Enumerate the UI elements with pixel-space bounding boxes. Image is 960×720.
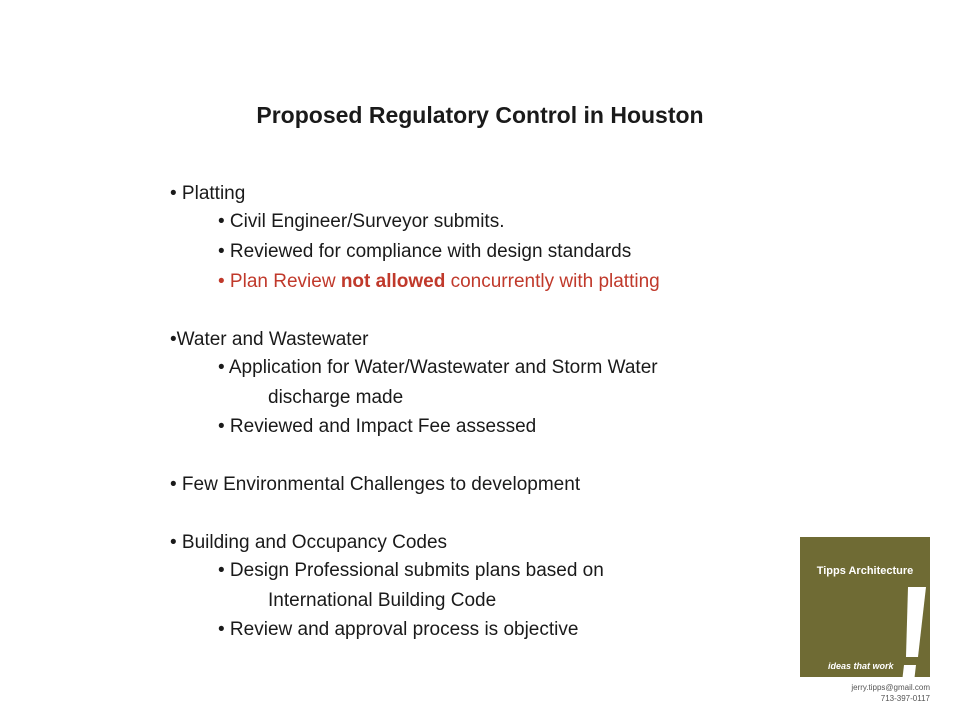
bullet-building-codes: • Building and Occupancy Codes <box>170 532 448 553</box>
bullet-review-approval: • Review and approval process is objective <box>218 619 579 640</box>
bullet-reviewed-compliance: • Reviewed for compliance with design standards <box>218 241 632 262</box>
logo-phone: 713-397-0117 <box>880 694 930 703</box>
plan-review-post: concurrently with platting <box>445 271 660 292</box>
bullet-design-professional-line2: International Building Code <box>268 590 497 611</box>
bullet-water-wastewater: •Water and Wastewater <box>170 329 369 350</box>
exclamation-icon <box>896 587 926 677</box>
logo-name: Tipps Architecture <box>816 565 914 577</box>
logo-email: jerry.tipps@gmail.com <box>851 683 930 692</box>
bullet-environmental: • Few Environmental Challenges to development <box>170 474 581 495</box>
tipps-logo <box>800 537 930 677</box>
bullet-impact-fee: • Reviewed and Impact Fee assessed <box>218 416 537 437</box>
bullet-application-line2: discharge made <box>268 387 404 408</box>
bullet-plan-review <box>218 270 660 294</box>
slide-title: Proposed Regulatory Control in Houston <box>256 102 704 128</box>
plan-review-bold: not allowed <box>340 271 446 292</box>
plan-review-pre: • Plan Review <box>218 271 341 292</box>
bullet-platting: • Platting <box>170 183 246 204</box>
bullet-design-professional-line1: • Design Professional submits plans based on <box>218 560 604 581</box>
bullet-civil-engineer: • Civil Engineer/Surveyor submits. <box>218 211 505 232</box>
logo-tagline: ideas that work <box>828 661 894 671</box>
bullet-application-line1: • Application for Water/Wastewater and Storm Water <box>218 357 658 378</box>
